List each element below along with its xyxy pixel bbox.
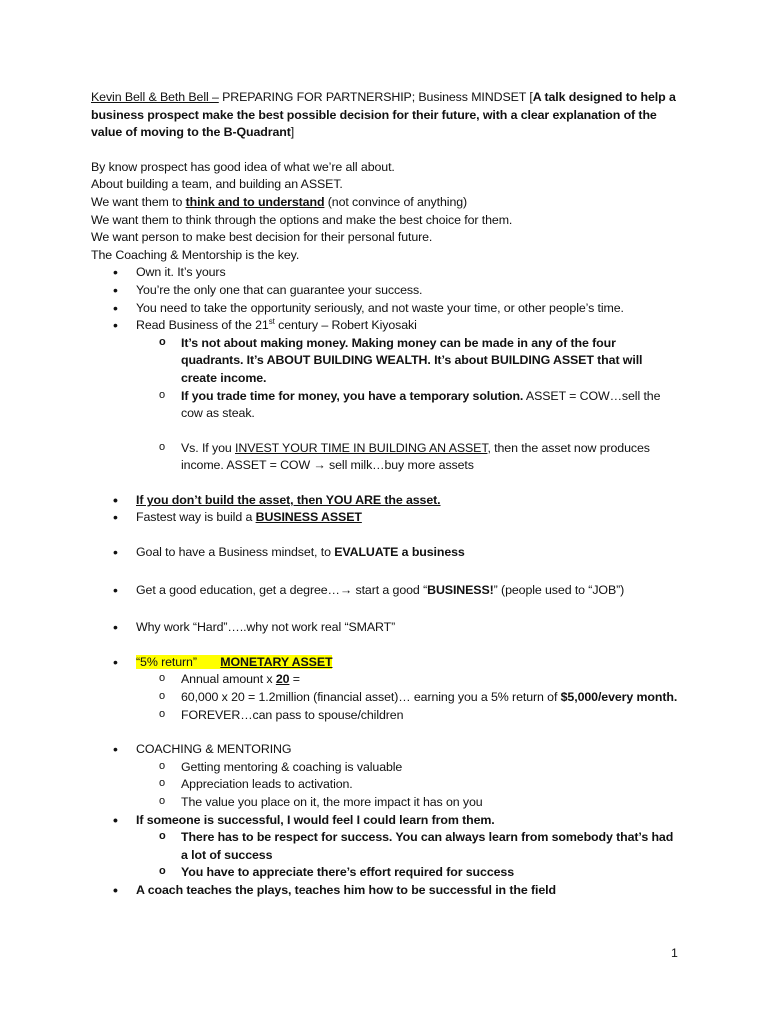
sub-bullet-calculation-bold: $5,000/every month. [560, 690, 678, 705]
bullet-education-post: ” (people used to “JOB”) [493, 582, 625, 597]
spacer [91, 475, 681, 492]
header-close-bracket: ] [290, 125, 295, 140]
coaching-bullet-list [91, 741, 681, 899]
bullet-read-business [91, 317, 681, 475]
bullet-work-smart: • Why work “Hard”…..why not work real “SMART” [91, 619, 681, 637]
bullet-education-pre: Get a good education, get a degree…→ start a good “ [136, 582, 428, 597]
bullet-goal-bold: EVALUATE a business [334, 545, 465, 560]
bullet-coaching-mentoring [91, 741, 681, 811]
sub-bullet-trade-time-bold: If you trade time for money, you have a temporary solution. [181, 388, 524, 403]
intro-line-4: We want them to think through the options and make the best choice for them. [91, 212, 513, 227]
header-description: A talk designed to help a business prospect make the best possible decision for their future, with a clear explanation of the value of moving to the B-Quadrant [91, 90, 676, 140]
bullet-coach-teaches: • A coach teaches the plays, teaches him how to be successful in the field [91, 882, 681, 900]
sub-bullet-forever: o FOREVER…can pass to spouse/children [136, 707, 681, 725]
sub-bullet-calculation [136, 689, 681, 707]
bullet-read-business-post: century – Robert Kiyosaki [274, 318, 417, 333]
sub-bullet-annual-underlined: 20 [275, 672, 290, 687]
sub-bullet-annual [136, 671, 681, 689]
coaching-title: COACHING & MENTORING [136, 742, 292, 757]
bullet-read-business-pre: Read Business of the 21 [136, 318, 269, 333]
main-bullet-list [91, 264, 681, 475]
monetary-sub-list [136, 671, 681, 724]
intro-line-3-underlined: think and to understand [185, 194, 325, 209]
sub-bullet-valuable: o Getting mentoring & coaching is valuable [136, 759, 681, 777]
sub-bullet-respect: o There has to be respect for success. You can always learn from somebody that’s had a lot of success [136, 829, 681, 864]
bullet-fastest-way [91, 509, 681, 527]
bullet-monetary-asset [91, 654, 681, 724]
intro-line-1: By know prospect has good idea of what we’re all about. [91, 159, 395, 174]
document-header [91, 89, 681, 142]
bullet-you-are-asset: • If you don’t build the asset, then YOU ARE the asset. [91, 492, 681, 510]
page-number: 1 [671, 946, 678, 960]
bullet-fastest-way-underlined: BUSINESS ASSET [255, 510, 362, 525]
sub-bullet-trade-time [136, 388, 681, 423]
sub-bullet-appreciation: o Appreciation leads to activation. [136, 776, 681, 794]
sub-bullet-value-impact: o The value you place on it, the more impact it has on you [136, 794, 681, 812]
bullet-education [91, 582, 681, 600]
monetary-bullet-list [91, 654, 681, 724]
bullet-education-bold: BUSINESS! [427, 582, 494, 597]
sub-bullet-trade-time-normal: ASSET = COW…sell the cow as steak. [181, 388, 661, 421]
intro-line-3 [91, 194, 681, 212]
sub-bullet-invest-pre: Vs. If you [181, 440, 235, 455]
spacer [91, 637, 681, 654]
sub-bullet-invest [136, 440, 681, 475]
return-label: “5% return” [136, 654, 197, 669]
return-spacer [197, 655, 220, 669]
intro-line-6: The Coaching & Mentorship is the key. [91, 247, 300, 262]
ordinal-superscript: st [268, 317, 275, 326]
sub-bullet-list [136, 335, 681, 475]
sub-bullet-effort: o You have to appreciate there’s effort required for success [136, 864, 681, 882]
bullet-goal-pre: Goal to have a Business mindset, to [136, 545, 335, 560]
sub-bullet-annual-pre: Annual amount x [181, 672, 276, 687]
spacer [91, 142, 681, 159]
sub-bullet-calculation-pre: 60,000 x 20 = 1.2million (financial asset)… earning you a 5% return of [181, 690, 561, 705]
header-authors: Kevin Bell & Beth Bell – [91, 90, 219, 104]
bullet-goal [91, 544, 681, 562]
success-sub-list [136, 829, 681, 882]
document-body [91, 89, 681, 900]
spacer [91, 724, 681, 741]
asset-bullet-list [91, 492, 681, 637]
sub-bullet-wealth: o It’s not about making money. Making money can be made in any of the four quadrants. It’s ABOUT BUILDING WEALTH. It’s about BUILDING ASSET that will create income. [136, 335, 681, 388]
highlighted-return-label [136, 655, 332, 669]
bullet-fastest-way-pre: Fastest way is build a [136, 510, 256, 525]
sub-bullet-annual-post: = [289, 672, 300, 687]
sub-bullet-invest-post: , then the asset now produces income. ASSET = COW → sell milk…buy more assets [181, 440, 650, 473]
intro-line-2: About building a team, and building an ASSET. [91, 177, 343, 192]
intro-line-3-post: (not convince of anything) [324, 194, 468, 209]
bullet-guarantee: • You’re the only one that can guarantee your success. [91, 282, 681, 300]
bullet-someone-successful-text: If someone is successful, I would feel I could learn from them. [136, 812, 495, 827]
monetary-asset-label: MONETARY ASSET [220, 654, 333, 669]
sub-bullet-invest-underlined: INVEST YOUR TIME IN BUILDING AN ASSET [235, 440, 488, 455]
intro-line-3-pre: We want them to [91, 194, 186, 209]
bullet-own-it: • Own it. It’s yours [91, 264, 681, 282]
bullet-someone-successful [91, 812, 681, 882]
intro-line-5: We want person to make best decision for their personal future. [91, 230, 433, 245]
bullet-take-seriously: • You need to take the opportunity seriously, and not waste your time, or other people’s time. [91, 300, 681, 318]
coaching-sub-list [136, 759, 681, 812]
header-title: PREPARING FOR PARTNERSHIP; Business MINDSET [ [218, 90, 533, 104]
